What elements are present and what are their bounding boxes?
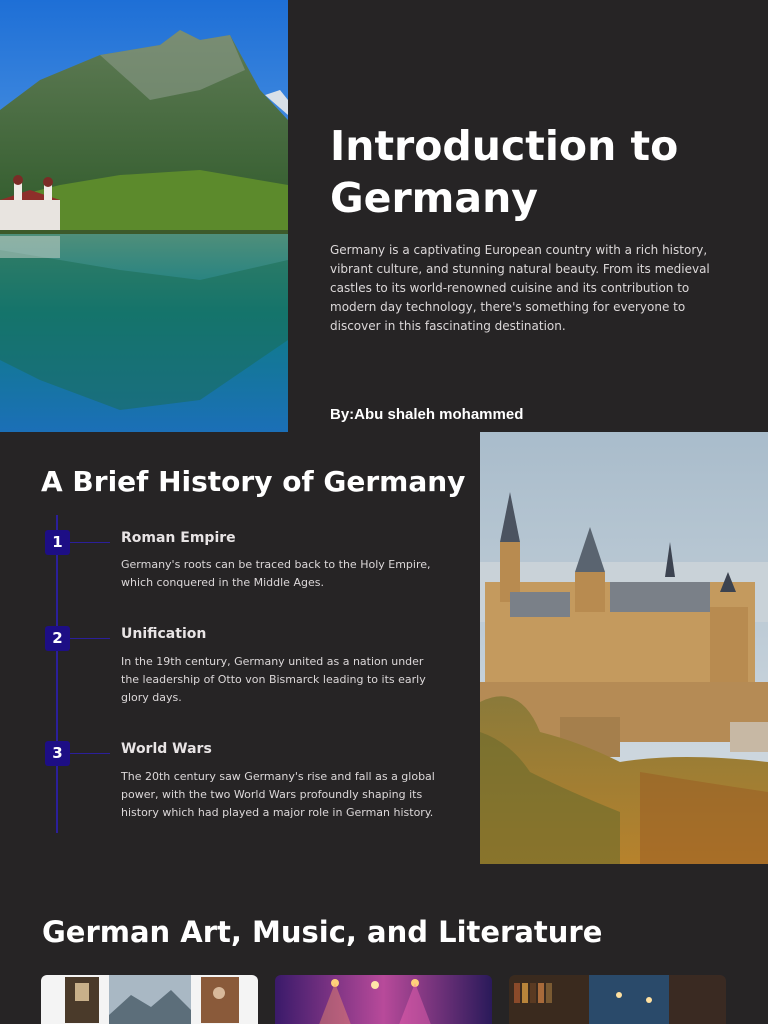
hero-image-lake-mountain [0, 0, 288, 432]
literature-card [509, 975, 726, 1024]
history-title: A Brief History of Germany [41, 465, 466, 498]
timeline-number-badge: 1 [45, 530, 70, 555]
art-section-title: German Art, Music, and Literature [42, 915, 603, 949]
timeline-connector [70, 753, 110, 754]
hero-description: Germany is a captivating European country with a rich history, vibrant culture, and stunning natural beauty. From its medieval castles to its world-renowned cuisine and its contribution to modern day technology, there's something for everyone to discover in this fascinating destination. [330, 243, 710, 333]
timeline-heading: Unification [121, 626, 207, 642]
timeline-text: Germany's roots can be traced back to the Holy Empire, which conquered in the Middle Ages. [121, 558, 431, 589]
timeline-connector [70, 542, 110, 543]
hero-title: Introduction to Germany [330, 122, 679, 222]
castle-image [480, 432, 768, 864]
timeline-text: The 20th century saw Germany's rise and fall as a global power, with the two World Wars profoundly shaping its history which had played a major role in German history. [121, 770, 435, 819]
timeline-heading: World Wars [121, 741, 212, 757]
timeline-line [56, 515, 58, 833]
hero-author: By:Abu shaleh mohammed [330, 406, 524, 423]
art-card [41, 975, 258, 1024]
timeline-number-badge: 2 [45, 626, 70, 651]
music-card [275, 975, 492, 1024]
timeline-number-badge: 3 [45, 741, 70, 766]
timeline-text: In the 19th century, Germany united as a nation under the leadership of Otto von Bismarck leading to its early glory days. [121, 655, 426, 704]
timeline-heading: Roman Empire [121, 530, 236, 546]
timeline-connector [70, 638, 110, 639]
